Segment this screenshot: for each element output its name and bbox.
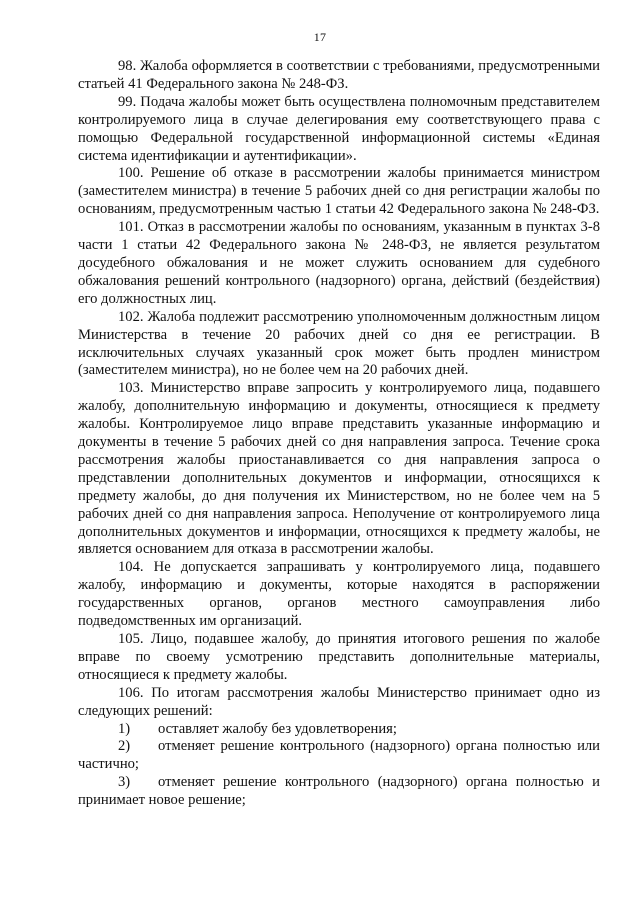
- list-item-text: отменяет решение контрольного (надзорного) органа полностью и принимает новое решение;: [78, 774, 600, 809]
- paragraph-103: 103. Министерство вправе запросить у контролируемого лица, подавшего жалобу, дополнительную информацию и документы, относящиеся к предмету жалобы. Контролируемое лицо вправе представить указанные информацию и документы в течение 5 рабочих дней со дня направления запроса. Течение срока рассмотрения жалобы приостанавливается со дня направления запроса о представлении дополнительных документов и информации, относящихся к предмету жалобы, до дня получения их Министерством, но не более чем на 5 рабочих дней со дня направления запроса. Неполучение от контролируемого лица дополнительных документов и информации, относящихся к предмету жалобы, не является основанием для отказа в рассмотрении жалобы.: [78, 380, 600, 558]
- list-item: [78, 774, 600, 810]
- list-item-text: отменяет решение контрольного (надзорного) органа полностью или частично;: [78, 738, 600, 773]
- list-item: [78, 721, 600, 739]
- paragraph-99: 99. Подача жалобы может быть осуществлена полномочным представителем контролируемого лица в случае делегирования ему соответствующего права с помощью Федеральной государственной информационной системы «Единая система идентификации и аутентификации».: [78, 93, 600, 164]
- paragraph-104: 104. Не допускается запрашивать у контролируемого лица, подавшего жалобу, информацию и документы, которые находятся в распоряжении государственных органов, органов местного самоуправления либо подведомственных им организаций.: [78, 559, 600, 630]
- paragraph-98: 98. Жалоба оформляется в соответствии с требованиями, предусмотренными статьей 41 Федерального закона № 248-ФЗ.: [78, 58, 600, 92]
- document-body: [78, 58, 600, 810]
- paragraph-106: 106. По итогам рассмотрения жалобы Министерство принимает одно из следующих решений:: [78, 684, 600, 719]
- paragraph-100: 100. Решение об отказе в рассмотрении жалобы принимается министром (заместителем министра) в течение 5 рабочих дней со дня регистрации жалобы по основаниям, предусмотренным частью 1 статьи 42 Федерального закона № 248-ФЗ.: [78, 165, 600, 218]
- list-item-number: 3): [118, 774, 131, 791]
- list-item-text: оставляет жалобу без удовлетворения;: [158, 720, 397, 737]
- paragraph-102: 102. Жалоба подлежит рассмотрению уполномоченным должностным лицом Министерства в течение 20 рабочих дней со дня ее регистрации. В исключительных случаях указанный срок может быть продлен министром (заместителем министра), но не более чем на 20 рабочих дней.: [78, 308, 600, 379]
- page-number: 17: [313, 30, 327, 44]
- paragraph-101: 101. Отказ в рассмотрении жалобы по основаниям, указанным в пунктах 3-8 части 1 статьи 42 Федерального закона № 248-ФЗ, не является результатом досудебного обжалования и не может служить основанием для судебного обжалования решений контрольного (надзорного) органа, действий (бездействия) его должностных лиц.: [78, 219, 600, 307]
- list-item: [78, 738, 600, 774]
- paragraph-105: 105. Лицо, подавшее жалобу, до принятия итогового решения по жалобе вправе по своему усмотрению представить дополнительные материалы, относящиеся к предмету жалобы.: [78, 631, 600, 683]
- list-item-number: 2): [118, 738, 131, 755]
- list-item-number: 1): [118, 720, 131, 737]
